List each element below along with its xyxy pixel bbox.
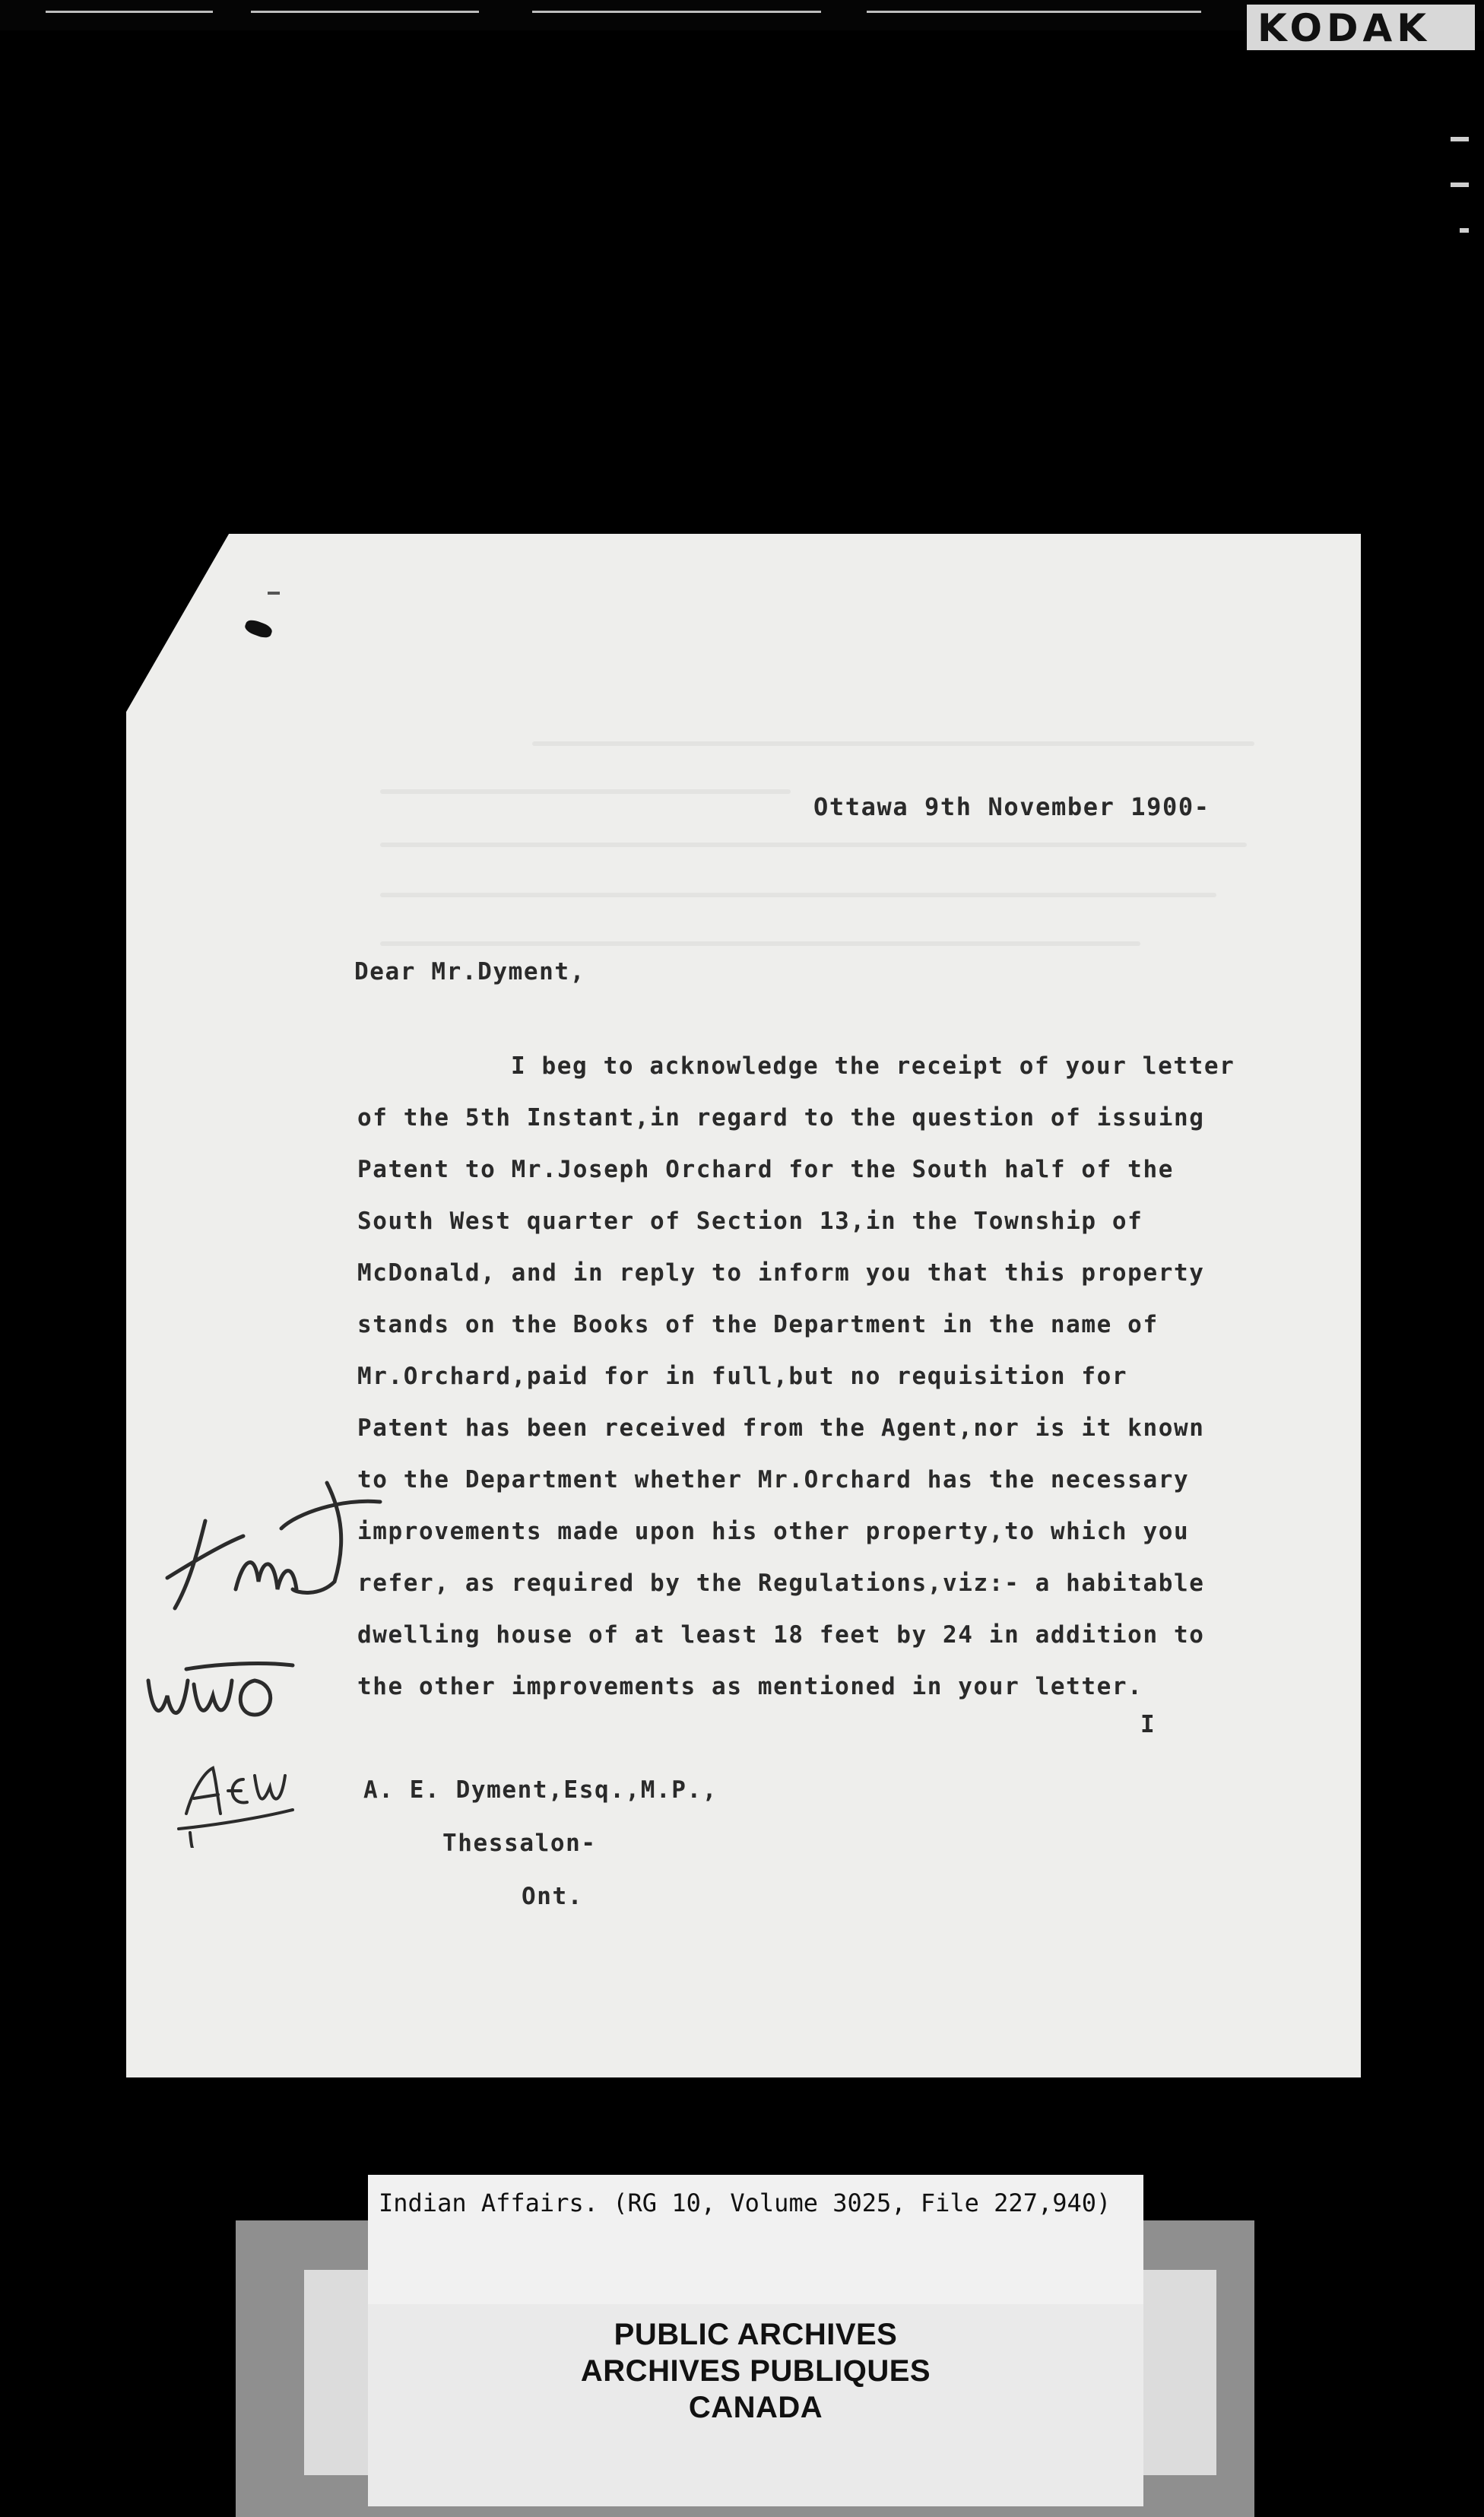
bleed-through: [380, 789, 791, 794]
archives-line-2: ARCHIVES PUBLIQUES: [580, 2354, 931, 2388]
body-line: to the Department whether Mr.Orchard has the necessary: [357, 1466, 1190, 1493]
archives-line-3: CANADA: [688, 2391, 823, 2424]
body-line: improvements made upon his other property,to which you: [357, 1518, 1190, 1545]
recipient-province: Ont.: [522, 1883, 584, 1910]
dateline: Ottawa 9th November 1900-: [813, 792, 1210, 821]
salutation: Dear Mr.Dyment,: [354, 958, 585, 986]
bleed-through: [380, 941, 1140, 946]
recipient-town: Thessalon-: [442, 1830, 597, 1857]
archives-line-1: PUBLIC ARCHIVES: [614, 2318, 898, 2351]
body-line: stands on the Books of the Department in the name of: [357, 1311, 1159, 1338]
film-tick: [1451, 137, 1469, 141]
body-line: the other improvements as mentioned in your letter.: [357, 1673, 1143, 1700]
body-line: Mr.Orchard,paid for in full,but no requisition for: [357, 1363, 1128, 1390]
body-line: South West quarter of Section 13,in the Township of: [357, 1208, 1143, 1235]
recipient-name: A. E. Dyment,Esq.,M.P.,: [363, 1776, 718, 1804]
archive-stamp: [368, 2304, 1143, 2506]
body-line: I beg to acknowledge the receipt of your letter: [511, 1052, 1235, 1080]
handwritten-initials-aew: [171, 1741, 308, 1848]
kodak-edge-print: [1247, 5, 1475, 50]
pencil-mark: [268, 592, 280, 595]
body-line: Patent has been received from the Agent,nor is it known: [357, 1414, 1205, 1442]
letter-page: [126, 534, 1361, 2077]
reference-label: [368, 2175, 1143, 2304]
film-edge-mark: [532, 11, 821, 13]
body-line: dwelling house of at least 18 feet by 24 in addition to: [357, 1621, 1205, 1649]
body-line: of the 5th Instant,in regard to the question of issuing: [357, 1104, 1205, 1132]
bleed-through: [380, 843, 1247, 847]
film-tick: [1460, 228, 1469, 233]
film-edge-mark: [251, 11, 479, 13]
body-line: refer, as required by the Regulations,viz:- a habitable: [357, 1570, 1205, 1597]
film-edge-mark: [46, 11, 213, 13]
bleed-through: [532, 741, 1254, 746]
kodak-text: KODAK: [1257, 6, 1431, 50]
film-tick: [1451, 183, 1469, 187]
handwritten-initials-jdm: [152, 1468, 411, 1643]
body-line: Patent to Mr.Joseph Orchard for the South half of the: [357, 1156, 1174, 1183]
reference-text: Indian Affairs. (RG 10, Volume 3025, File 227,940): [379, 2188, 1111, 2217]
bleed-through: [380, 893, 1216, 897]
handwritten-initials-wwo: [141, 1650, 308, 1741]
continuation-mark: I: [1140, 1711, 1156, 1738]
film-edge-mark: [867, 11, 1201, 13]
body-line: McDonald, and in reply to inform you that this property: [357, 1259, 1205, 1287]
